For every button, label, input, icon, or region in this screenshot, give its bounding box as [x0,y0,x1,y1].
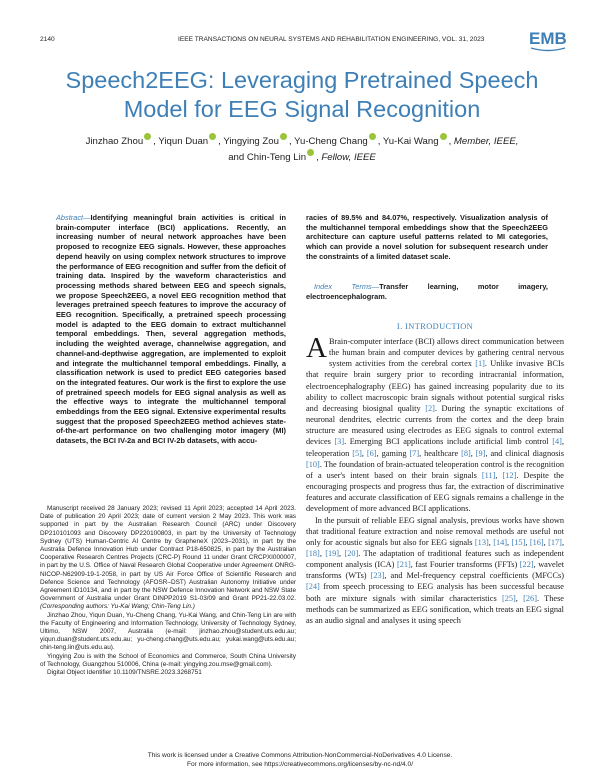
license-line-2[interactable]: For more information, see https://creativecommons.org/licenses/by-nc-nd/4.0/ [186,761,414,768]
citation[interactable]: [3] [334,437,345,447]
footnote-doi: Digital Object Identifier 10.1109/TNSRE.2023.3268751 [47,669,202,677]
journal-header: IEEE TRANSACTIONS ON NEURAL SYSTEMS AND REHABILITATION ENGINEERING, VOL. 31, 2023 [178,36,485,43]
abstract-right [306,213,548,262]
footnote-affiliation-2: Yingying Zou is with the School of Economics and Commerce, South China University of Technology, Guangzhou 510006, China (e-mail: yingying.zou.mse@gmail.com). [40,652,296,668]
citation[interactable]: [9] [475,448,486,458]
abstract-label: Abstract— [56,213,91,222]
citation[interactable]: [13] [474,537,489,547]
footnote-affiliation-1: Jinzhao Zhou, Yiqun Duan, Yu-Cheng Chang, Yu-Kai Wang, and Chin-Teng Lin are with the Faculty of Engineering and Information Technology, University of Technology Sydney, Ultimo, NSW 2007, Australia (e-mail: jinzhao.zhou@student.uts.edu.au; yiqun.duan@student.uts.edu.au; yu-cheng.chang@uts.edu.au; yukai.wang@uts.edu.au; chin-teng.lin@uts.edu.au). [40,611,296,652]
orcid-icon[interactable] [280,133,287,140]
citation[interactable]: [24] [306,582,320,592]
emb-logo [527,27,569,53]
citation[interactable]: [18] [306,548,320,558]
citation[interactable]: [8] [461,448,471,458]
citation[interactable]: [6] [366,448,377,458]
citation[interactable]: [16] [529,537,544,547]
author-5-role: Member, IEEE, [453,136,519,147]
author-list: Jinzhao Zhou , Yiqun Duan , Yingying Zou , Yu-Cheng Chang , Yu-Kai Wang , Member, IEEE, and Chin-Teng Lin , Fellow, IEEE [40,133,564,165]
title-line-2: Model for EEG Signal Recognition [123,96,481,122]
citation[interactable]: [25] [501,593,516,603]
license-footer [0,751,600,769]
drop-cap: A [306,332,327,364]
author-conjunction: and [228,152,245,163]
citation[interactable]: [2] [425,403,435,413]
logo-text: EMB [529,29,567,48]
paper-title [40,66,564,124]
citation[interactable]: [1] [475,359,485,369]
introduction-body [306,332,565,626]
citation[interactable]: [26] [523,593,537,603]
citation[interactable]: [21] [396,560,411,570]
index-terms [306,282,548,301]
title-line-1: Speech2EEG: Leveraging Pretrained Speech [65,67,539,93]
citation[interactable]: [19] [325,548,340,558]
author-6-role: Fellow, IEEE [321,152,376,163]
citation[interactable]: [23] [370,571,385,581]
citation[interactable]: [14] [493,537,508,547]
citation[interactable]: [11] [481,470,496,480]
citation[interactable]: [4] [552,437,562,447]
section-heading: I. INTRODUCTION [396,322,474,331]
citation[interactable]: [10] [306,459,320,469]
author-6: Chin-Teng Lin [246,152,307,163]
orcid-icon[interactable] [369,133,376,140]
author-3: Yingying Zou [223,136,279,147]
citation[interactable]: [22] [519,560,534,570]
citation[interactable]: [15] [511,537,526,547]
orcid-icon[interactable] [144,133,151,140]
intro-paragraph-1: A Brain-computer interface (BCI) allows direct communication between the human brain and computer devices by gathering central nervous system activities from the cerebral cortex [1]. Unlike invasive BCIs that require brain surgery prior to recording intracranial information, electroencephalography (EEG) has gained increasing popularity due to its ability to collect macroscopic brain signals without potential surgical risks and decreasing biosignal quality [2]. During the synaptic excitations of neuronal dendrites, electric currents from the cortex and the deep brain structure are measured using electrodes as EEG signals to control external devices [3]. Emerging BCI applications include artificial limb control [4], teleoperation [5], [6], gaming [7], healthcare [8], [9], and clinical diagnosis [10]. The foundation of brain-actuated teleoperation control is the recognition of a user's intent based on their brain signals [11], [12]. Despite the encouraging prospects and progress thus far, the extraction of discriminative features and accurate classification of EEG signals remains a challenge in the development of more advanced BCI applications. [306,332,565,514]
intro-paragraph-2: In the pursuit of reliable EEG signal analysis, previous works have shown that traditional feature extraction and noise removal methods are useful not only for acoustic signals but also for EEG signals [13], [14], [15], [16], [17], [18], [19], [20]. The adaptation of traditional features such as independent component analysis (ICA) [21], fast Fourier transforms (FFTs) [22], wavelet transforms (WTs) [23], and Mel-frequency cepstral coefficients (MFCCs) [24] from speech processing to EEG analysis has been successful because both are mixture signals with similar characteristics [25], [26]. These methods can be summarized as EEG sonification, which treats an EEG signal as an audio signal and analyses it using speech [306,515,565,625]
author-2: Yiqun Duan [158,136,209,147]
abstract-text-right: racies of 89.5% and 84.07%, respectively. Visualization analysis of the multichannel temporal embeddings show that the Speech2EEG architecture can capture useful patterns related to MI categories, which can provide a novel solution for subsequent research under the constraints of a limited dataset scale. [306,213,548,261]
citation[interactable]: [5] [352,448,362,458]
page-number: 2140 [40,36,55,43]
footnote-funding: Manuscript received 28 January 2023; revised 11 April 2023; accepted 14 April 2023. Date of publication 20 April 2023; date of current version 2 May 2023. This work was supported in part by the Australian Research Council (ARC) under Discovery DP210101093 and Discovery DP220100803, in part by the University of Technology Sydney (UTS) Human-Centric AI Centre by GrapheneX (2023–2031), in part by the Australia Defence Innovation Hub under Contract P18-650825, in part by the Australian Cooperative Research Centres Projects (CRC-P) Round 11 under Grant CRCPXI000007, in part by the U.S. Office of Naval Research Global Cooperative under Agreement ONRG-NICOP-N62909-19-1-2058, in part by US Air Force Office of Scientific Research and Defence Science and Technology (AFOSR–DST) Australian Autonomy Initiative under Agreement ID10134, and in part by the NSW Defence Innovation Network and NSW State Government of Australia under Grant DINPP2019 S1-03/09 and Grant PP21-22.03.02. [40,505,296,603]
index-terms-text: Transfer learning, motor imagery, electroencephalogram. [306,282,548,301]
footnote [40,505,296,677]
abstract-text-left: Identifying meaningful brain activities is critical in brain-computer interface (BCI) applications. Recently, an increasing number of neural network approaches have been proposed to recognize EEG signals. However, these approaches depend heavily on using complex network structures to improve the performance of EEG recognition and suffer from the deficit of training data. Inspired by the waveform characteristics and processing methods shared between EEG and speech signals, we propose Speech2EEG, a novel EEG recognition method that leverages pretrained speech features to improve the accuracy of EEG recognition. Specifically, a pretrained speech processing model is adapted to the EEG domain to extract multichannel temporal embeddings. Then, several aggregation methods, including the weighted average, channelwise aggregation, and channel-and-depthwise aggregation, are implemented to exploit and integrate the multichannel temporal embeddings. Finally, a classification network is used to predict EEG categories based on the integrated features. Our work is the first to explore the use of pretrained speech models for EEG signal analysis as well as the effective ways to integrate the multichannel temporal embeddings from the EEG signal. Extensive experimental results suggest that the proposed Speech2EEG method achieves state-of-the-art performance on two challenging motor imagery (MI) datasets, the BCI IV-2a and BCI IV-2b datasets, with accu- [56,213,286,446]
author-4: Yu-Cheng Chang [294,136,368,147]
license-line-1: This work is licensed under a Creative Commons Attribution-NonCommercial-NoDerivatives 4.0 License. [147,752,453,759]
orcid-icon[interactable] [440,133,447,140]
abstract-left [56,213,286,446]
citation[interactable]: [12] [502,470,517,480]
citation[interactable]: [17] [548,537,562,547]
author-5: Yu-Kai Wang [382,136,439,147]
index-terms-label: Index Terms— [314,282,380,291]
author-1: Jinzhao Zhou [85,136,144,147]
citation[interactable]: [20] [344,548,359,558]
citation[interactable]: [7] [409,448,420,458]
orcid-icon[interactable] [307,149,314,156]
footnote-corresponding: (Corresponding authors: Yu-Kai Wang; Chin-Teng Lin.) [40,603,195,611]
orcid-icon[interactable] [209,133,216,140]
